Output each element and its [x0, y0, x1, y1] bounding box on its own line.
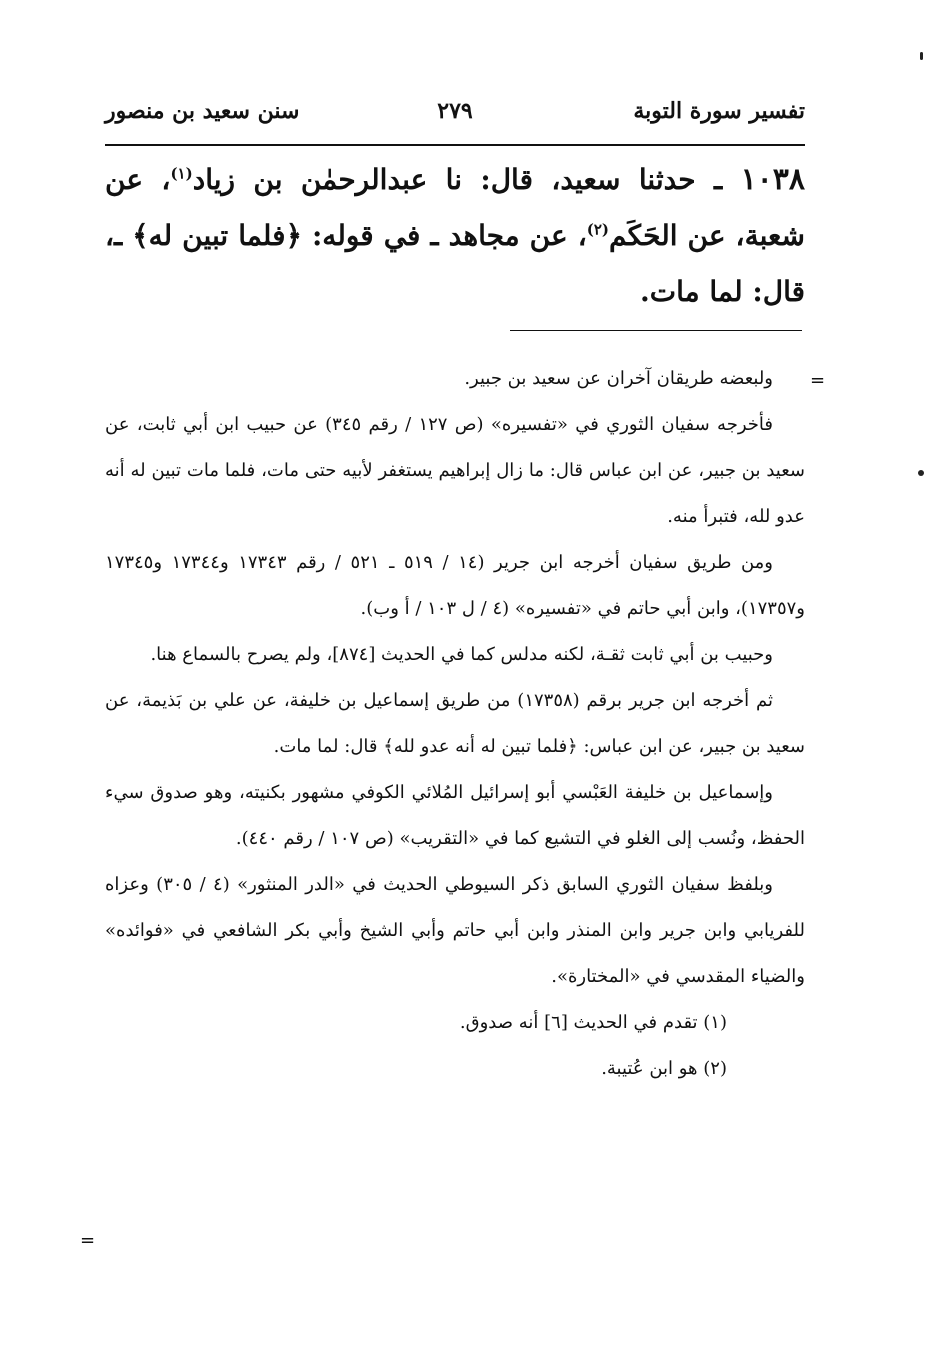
book-title: سنن سعيد بن منصور — [105, 98, 300, 124]
note-paragraph: ومن طريق سفيان أخرجه ابن جرير (١٤ / ٥١٩ ـ ٥٢١ / رقم ١٧٣٤٣ و١٧٣٤٤ و١٧٣٤٥ و١٧٣٥٧)، وابن أبي حاتم في «تفسيره» (٤ / ل ١٠٣ / أ وب). — [105, 552, 805, 619]
footnote-ref-1: (١) — [170, 164, 193, 183]
footnote-ref-2: (٢) — [586, 220, 610, 239]
footnotes — [105, 356, 805, 1092]
note-paragraph: وبلفظ سفيان الثوري السابق ذكر السيوطي الحديث في «الدر المنثور» (٤ / ٣٠٥) وعزاه للفريابي وابن جرير وابن المنذر وابن أبي حاتم وأبي الشيخ وأبي بكر الشافعي في «فوائده» والضياء المقدسي في «المختارة». — [105, 874, 805, 987]
note-paragraph: وحبيب بن أبي ثابت ثقـة، لكنه مدلس كما في الحديث [٨٧٤]، ولم يصرح بالسماع هنا. — [150, 644, 773, 665]
hadith-text-part2: ، عن شعبة، عن الحَكَم — [105, 163, 805, 252]
footnote-2: (٢) هو ابن عُتيبة. — [601, 1058, 727, 1079]
margin-mark: = — [810, 370, 826, 391]
margin-dot — [920, 52, 923, 60]
note-paragraph: وإسماعيل بن خليفة العَبْسي أبو إسرائيل المُلائي الكوفي مشهور بكنيته، وهو صدوق سيء الحفظ، ونُسب إلى الغلو في التشيع كما في «التقريب» (ص ١٠٧ / رقم ٤٤٠). — [105, 782, 805, 849]
chapter-title: تفسير سورة التوبة — [633, 98, 805, 124]
note-paragraph: ثم أخرجه ابن جرير برقم (١٧٣٥٨) من طريق إسماعيل بن خليفة، عن علي بن بَذيمة، عن سعيد بن جبير، عن ابن عباس: ﴿فلما تبين له أنه عدو لله﴾ قال: لما مات. — [105, 690, 805, 757]
note-paragraph: ولبعضه طريقان آخران عن سعيد بن جبير. — [464, 368, 773, 389]
footnote-separator — [510, 330, 802, 331]
footnote-1: (١) تقدم في الحديث [٦] أنه صدوق. — [459, 1012, 727, 1033]
hadith-number: ١٠٣٨ — [740, 162, 806, 197]
hadith-text-part1: ـ حدثنا سعيد، قال: نا عبدالرحمٰن بن زياد — [192, 163, 741, 196]
margin-mark: = — [80, 1230, 96, 1251]
margin-dot — [918, 470, 924, 476]
note-paragraph: فأخرجه سفيان الثوري في «تفسيره» (ص ١٢٧ / رقم ٣٤٥) عن حبيب ابن أبي ثابت، عن سعيد بن جبير، عن ابن عباس قال: ما زال إبراهيم يستغفر لأبيه حتى مات، فلما مات تبين له أنه عدو لله، فتبرأ منه. — [105, 414, 805, 527]
page-number: ٢٧٩ — [437, 98, 473, 124]
header-rule — [105, 144, 805, 146]
hadith-text-part3: ، عن مجاهد ـ في قوله: ﴿فلما تبين له﴾ ـ، قال: لما مات. — [105, 219, 805, 308]
hadith-text — [105, 152, 805, 320]
page-header — [105, 92, 805, 138]
